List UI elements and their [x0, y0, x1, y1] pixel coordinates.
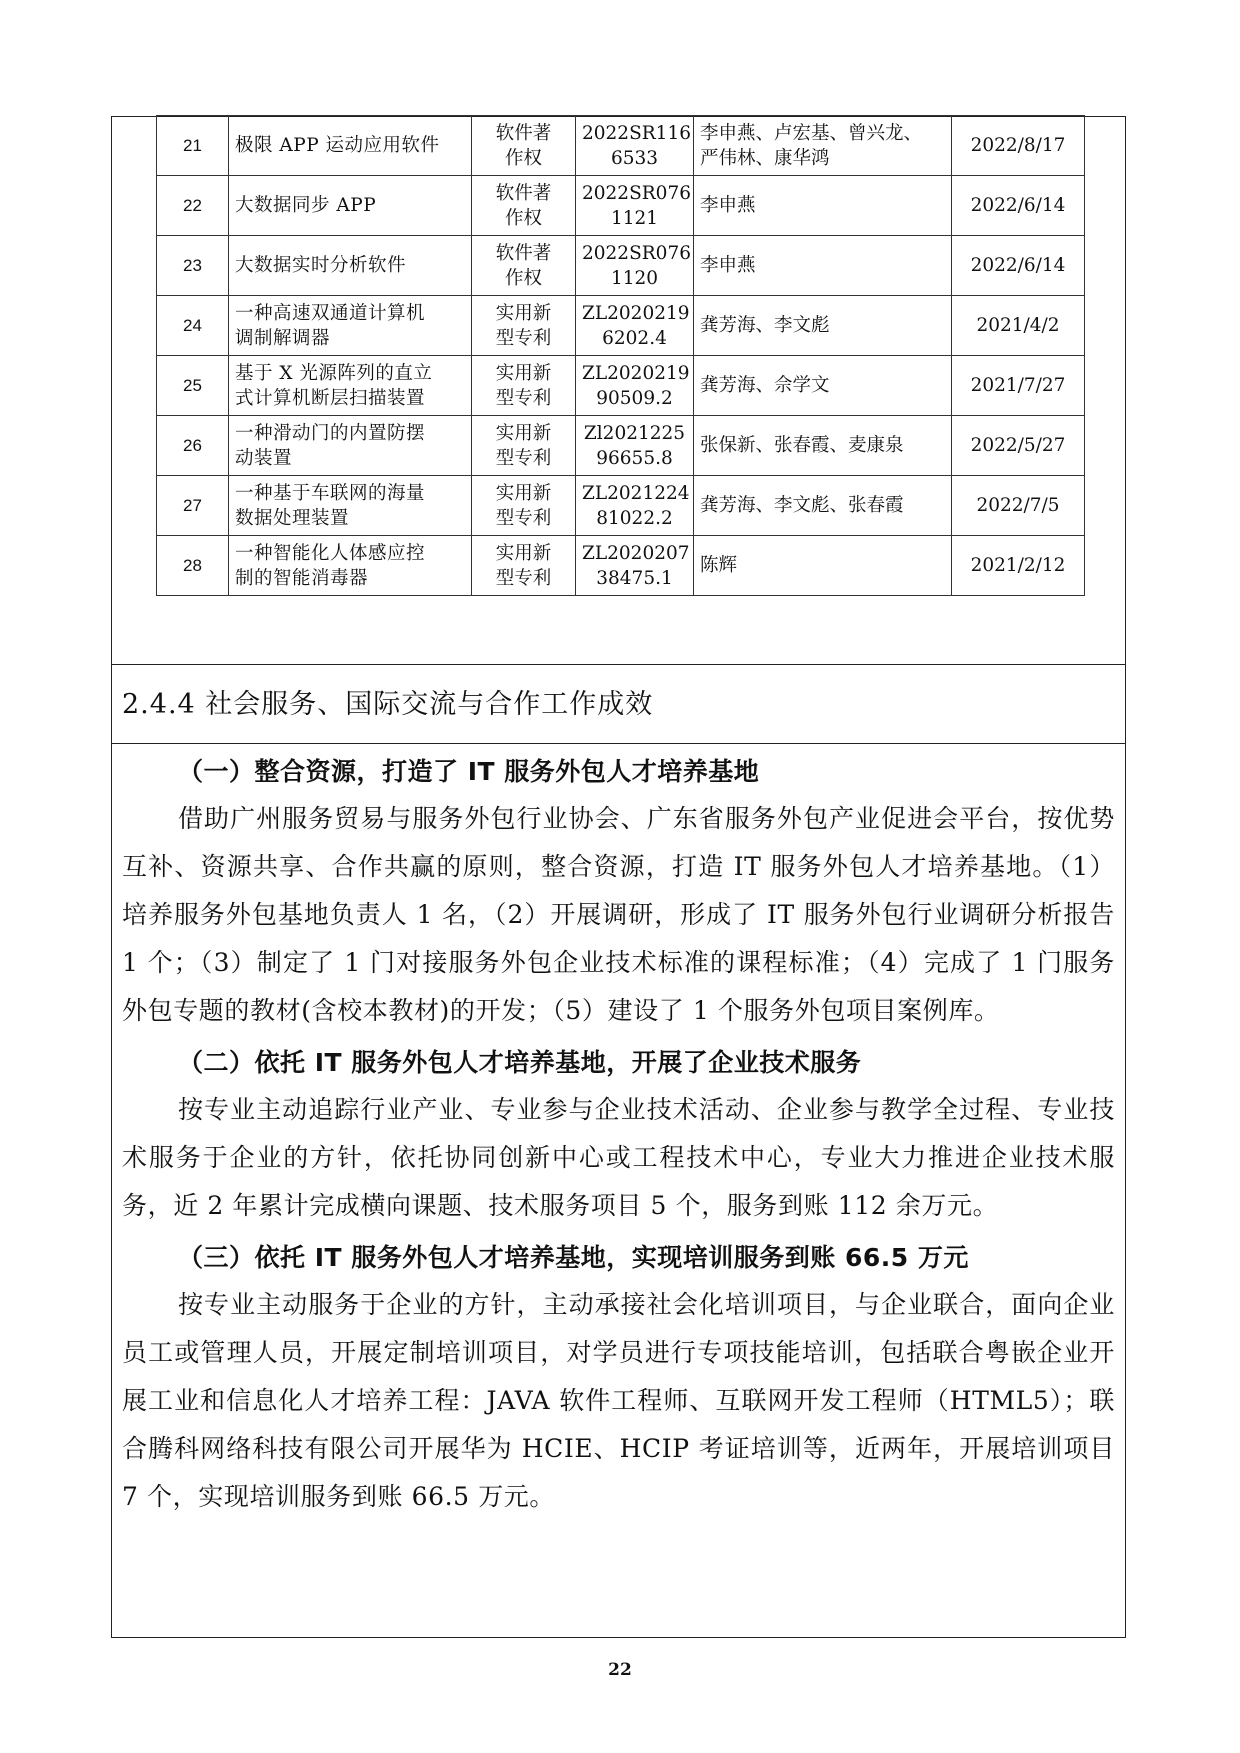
achievement-type-line: 型专利: [495, 507, 552, 529]
achievement-type-cell: [472, 536, 576, 596]
subheading-2: （二）依托 IT 服务外包人才培养基地，开展了企业技术服务: [178, 1048, 862, 1077]
table-row: [157, 176, 1085, 236]
achievement-name-line: 一种基于车联网的海量: [235, 482, 426, 504]
achievement-type-line: 型专利: [495, 387, 552, 409]
registration-number-line: 90509.2: [596, 387, 673, 409]
table-row: [157, 476, 1085, 536]
row-number-cell: 24: [157, 296, 229, 356]
paragraph-3: 按专业主动服务于企业的方针，主动承接社会化培训项目，与企业联合，面向企业员工或管理人员，开展定制培训项目，对学员进行专项技能培训，包括联合粤嵌企业开展工业和信息化人才培养工程：JAVA 软件工程师、互联网开发工程师（HTML5）；联合腾科网络科技有限公司开展华为 HCIE、HCIP 考证培训等，近两年，开展培训项目 7 个，实现培训服务到账 66.5 万元。: [122, 1290, 1115, 1511]
registration-number-cell: [576, 356, 694, 416]
achievement-name-line: 一种智能化人体感应控: [235, 542, 426, 564]
registration-number-line: 1121: [610, 207, 659, 229]
grant-date-cell: 2021/2/12: [952, 536, 1085, 596]
grant-date-cell: 2022/6/14: [952, 236, 1085, 296]
achievement-name-line: 极限 APP 运动应用软件: [235, 135, 440, 156]
achievement-type-cell: [472, 356, 576, 416]
achievement-name-line: 动装置: [235, 447, 293, 469]
registration-number-line: ZL2020219: [582, 302, 690, 324]
authors-line: 严伟林、康华鸿: [700, 147, 830, 169]
authors-line: 龚芳海、李文彪、张春霞: [700, 495, 904, 516]
achievement-name-line: 制的智能消毒器: [235, 567, 369, 589]
achievement-name-cell: [229, 416, 472, 476]
authors-cell: [694, 536, 952, 596]
achievement-type-line: 实用新: [495, 302, 552, 324]
authors-cell: [694, 296, 952, 356]
achievement-name-cell: [229, 176, 472, 236]
table-row: [157, 236, 1085, 296]
registration-number-line: 96655.8: [596, 447, 673, 469]
achievement-type-line: 型专利: [495, 447, 552, 469]
registration-number-line: Zl2021225: [583, 422, 686, 444]
ip-table-container: [112, 117, 1125, 665]
table-row: [157, 116, 1085, 176]
authors-cell: [694, 416, 952, 476]
authors-cell: [694, 476, 952, 536]
table-row: [157, 536, 1085, 596]
achievement-type-cell: [472, 116, 576, 176]
achievement-type-line: 型专利: [495, 327, 552, 349]
achievement-type-cell: [472, 236, 576, 296]
achievement-type-line: 作权: [504, 147, 542, 169]
achievement-type-cell: [472, 296, 576, 356]
registration-number-line: 1120: [610, 267, 659, 289]
authors-line: 龚芳海、佘学文: [700, 375, 830, 396]
grant-date-cell: 2021/4/2: [952, 296, 1085, 356]
achievement-name-cell: [229, 536, 472, 596]
achievement-name-line: 式计算机断层扫描装置: [235, 387, 426, 409]
grant-date-cell: 2022/8/17: [952, 116, 1085, 176]
achievement-type-line: 实用新: [495, 482, 552, 504]
authors-cell: [694, 176, 952, 236]
row-number-cell: 25: [157, 356, 229, 416]
row-number-cell: 28: [157, 536, 229, 596]
achievement-name-line: 一种高速双通道计算机: [235, 302, 426, 324]
authors-cell: [694, 356, 952, 416]
authors-line: 陈辉: [700, 555, 738, 576]
registration-number-line: 38475.1: [596, 567, 673, 589]
authors-line: 龚芳海、李文彪: [700, 315, 830, 336]
grant-date-cell: 2022/7/5: [952, 476, 1085, 536]
grant-date-cell: 2022/6/14: [952, 176, 1085, 236]
achievement-type-cell: [472, 476, 576, 536]
table-row: [157, 296, 1085, 356]
registration-number-line: 2022SR116: [582, 122, 691, 144]
report-frame: [111, 116, 1126, 1638]
authors-line: 李申燕、卢宏基、曾兴龙、: [700, 122, 923, 144]
achievement-name-cell: [229, 356, 472, 416]
registration-number-line: 81022.2: [596, 507, 673, 529]
achievement-name-cell: [229, 116, 472, 176]
achievement-type-line: 作权: [504, 207, 542, 229]
achievement-type-cell: [472, 416, 576, 476]
registration-number-line: ZL2020207: [582, 542, 690, 564]
paragraph-1: 借助广州服务贸易与服务外包行业协会、广东省服务外包产业促进会平台，按优势互补、资源共享、合作共赢的原则，整合资源，打造 IT 服务外包人才培养基地。（1）培养服务外包基地负责人 1 名，（2）开展调研，形成了 IT 服务外包行业调研分析报告 1 个；（3）制定了 1 门对接服务外包企业技术标准的课程标准；（4）完成了 1 门服务外包专题的教材(含校本教材)的开发；（5）建设了 1 个服务外包项目案例库。: [122, 804, 1115, 1025]
achievement-type-cell: [472, 176, 576, 236]
achievement-name-cell: [229, 296, 472, 356]
registration-number-line: ZL2021224: [582, 482, 690, 504]
achievement-name-line: 大数据实时分析软件: [235, 255, 407, 276]
authors-line: 李申燕: [700, 195, 756, 216]
row-number-cell: 26: [157, 416, 229, 476]
row-number-cell: 23: [157, 236, 229, 296]
achievement-type-line: 实用新: [495, 542, 552, 564]
table-row: [157, 416, 1085, 476]
paragraph-2: 按专业主动追踪行业产业、专业参与企业技术活动、企业参与教学全过程、专业技术服务于企业的方针，依托协同创新中心或工程技术中心，专业大力推进企业技术服务，近 2 年累计完成横向课题、技术服务项目 5 个，服务到账 112 余万元。: [122, 1095, 1115, 1220]
achievement-name-cell: [229, 476, 472, 536]
page-number: 22: [608, 1660, 632, 1680]
subheading-1: （一）整合资源，打造了 IT 服务外包人才培养基地: [178, 757, 760, 786]
registration-number-cell: [576, 116, 694, 176]
achievement-type-line: 软件著: [495, 122, 552, 144]
row-number-cell: 21: [157, 116, 229, 176]
achievement-type-line: 软件著: [495, 242, 552, 264]
table-row: [157, 356, 1085, 416]
authors-line: 张保新、张春霞、麦康泉: [700, 435, 904, 456]
registration-number-cell: [576, 536, 694, 596]
ip-achievements-table: [156, 115, 1085, 596]
row-number-cell: 22: [157, 176, 229, 236]
registration-number-line: ZL2020219: [582, 362, 690, 384]
achievement-name-line: 数据处理装置: [235, 507, 350, 529]
registration-number-line: 2022SR076: [582, 182, 691, 204]
registration-number-cell: [576, 476, 694, 536]
registration-number-cell: [576, 176, 694, 236]
achievement-type-line: 软件著: [495, 182, 552, 204]
achievement-name-line: 调制解调器: [235, 327, 331, 349]
achievement-type-line: 型专利: [495, 567, 552, 589]
achievement-type-line: 实用新: [495, 362, 552, 384]
authors-line: 李申燕: [700, 255, 756, 276]
achievement-type-line: 作权: [504, 267, 542, 289]
registration-number-cell: [576, 416, 694, 476]
authors-cell: [694, 116, 952, 176]
registration-number-line: 6202.4: [602, 327, 667, 349]
registration-number-cell: [576, 296, 694, 356]
achievement-name-line: 基于 X 光源阵列的直立: [235, 362, 433, 384]
section-content: [112, 744, 1125, 1521]
achievement-name-cell: [229, 236, 472, 296]
grant-date-cell: 2021/7/27: [952, 356, 1085, 416]
row-number-cell: 27: [157, 476, 229, 536]
achievement-name-line: 一种滑动门的内置防摆: [235, 422, 426, 444]
authors-cell: [694, 236, 952, 296]
registration-number-line: 6533: [610, 147, 659, 169]
registration-number-line: 2022SR076: [582, 242, 691, 264]
registration-number-cell: [576, 236, 694, 296]
achievement-name-line: 大数据同步 APP: [235, 195, 377, 216]
achievement-type-line: 实用新: [495, 422, 552, 444]
grant-date-cell: 2022/5/27: [952, 416, 1085, 476]
section-heading: 2.4.4 社会服务、国际交流与合作工作成效: [112, 665, 1125, 744]
subheading-3: （三）依托 IT 服务外包人才培养基地，实现培训服务到账 66.5 万元: [178, 1243, 969, 1272]
